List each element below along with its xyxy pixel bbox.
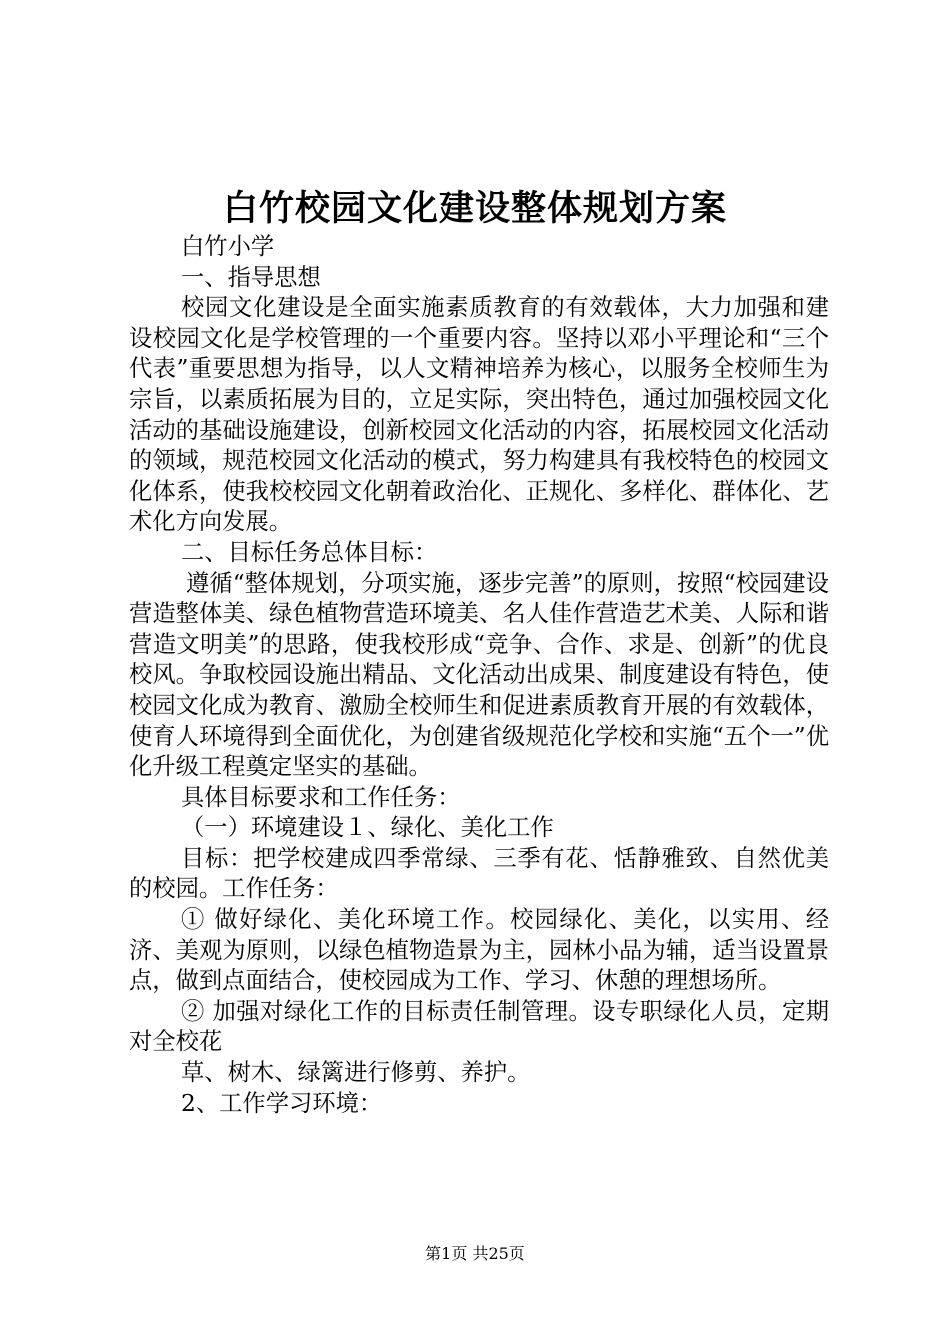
paragraph-task-1: ① 做好绿化、美化环境工作。校园绿化、美化，以实用、经济、美观为原则，以绿色植物造景为主，园林小品为辅，适当设置景点，做到点面结合，使校园成为工作、学习、休憩的理想场所。 — [129, 906, 829, 995]
document-title: 白竹校园文化建设整体规划方案 — [222, 188, 727, 229]
page-footer: 第1页 共25页 — [425, 1244, 525, 1263]
paragraph-heading-specific-goals: 具体目标要求和工作任务： — [181, 783, 461, 811]
paragraph-goals: 遵循“整体规划，分项实施，逐步完善”的原则，按照“校园建设营造整体美、绿色植物营造环境美、名人佳作营造艺术美、人际和谐营造文明美”的思路，使我校形成“竞争、合作、求是、创新”的优良校风。争取校园设施出精品、文化活动出成果、制度建设有特色，使校园文化成为教育、激励全校师生和促进素质教育开展的有效载体，使育人环境得到全面优化，为创建省级规范化学校和实施“五个一”优化升级工程奠定坚实的基础。 — [129, 569, 829, 781]
paragraph-guiding-thought: 校园文化建设是全面实施素质教育的有效载体，大力加强和建设校园文化是学校管理的一个重要内容。坚持以邓小平理论和“三个代表”重要思想为指导，以人文精神培养为核心，以服务全校师生为宗旨，以素质拓展为目的，立足实际，突出特色，通过加强校园文化活动的基础设施建设，创新校园文化活动的内容，拓展校园文化活动的领域，规范校园文化活动的模式，努力构建具有我校特色的校园文化体系，使我校校园文化朝着政治化、正规化、多样化、群体化、艺术化方向发展。 — [129, 294, 829, 536]
paragraph-heading-guiding-thought: 一、指导思想 — [181, 263, 321, 291]
paragraph-task-2-continued: 草、树木、绿篱进行修剪、养护。 — [181, 1059, 531, 1087]
paragraph-heading-work-environment: 2、工作学习环境： — [181, 1089, 383, 1117]
paragraph-heading-environment: （一）环境建设１、绿化、美化工作 — [181, 814, 554, 842]
paragraph-environment-goal: 目标：把学校建成四季常绿、三季有花、恬静雅致、自然优美的校园。工作任务： — [129, 844, 829, 903]
paragraph-heading-goals: 二、目标任务总体目标： — [181, 538, 438, 566]
paragraph-task-2: ② 加强对绿化工作的目标责任制管理。设专职绿化人员，定期对全校花 — [129, 997, 829, 1056]
document-body — [129, 232, 829, 1119]
paragraph-school-name: 白竹小学 — [181, 233, 275, 260]
